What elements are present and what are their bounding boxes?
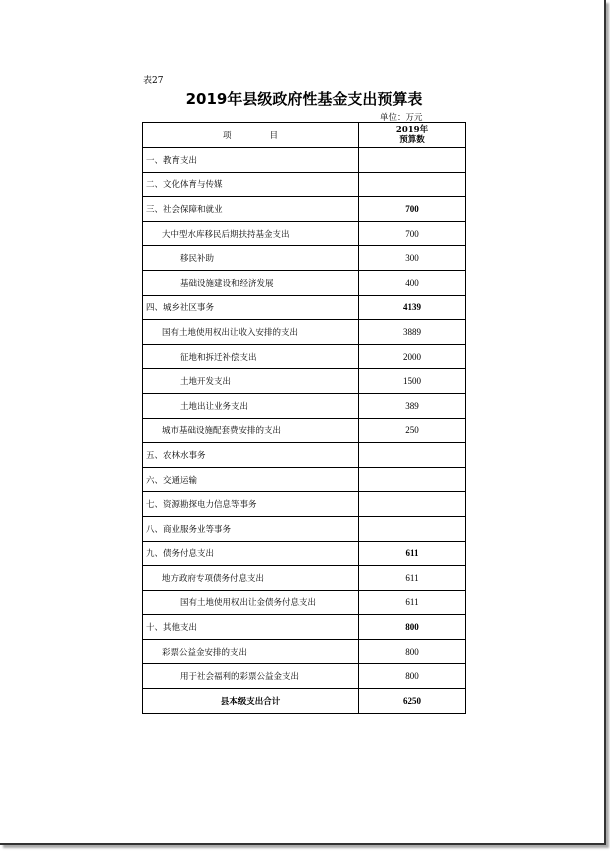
total-row (143, 689, 466, 714)
row-value: 700 (359, 197, 466, 222)
row-label: 征地和拆迁补偿支出 (143, 344, 359, 369)
row-label: 彩票公益金安排的支出 (143, 639, 359, 664)
table-row (143, 270, 466, 295)
row-label: 土地开发支出 (143, 369, 359, 394)
row-label: 国有土地使用权出让金债务付息支出 (143, 590, 359, 615)
table-row (143, 418, 466, 443)
table-row (143, 197, 466, 222)
table-body (143, 148, 466, 689)
table-number: 表27 (143, 76, 164, 86)
row-label: 十、其他支出 (143, 615, 359, 640)
row-label: 六、交通运输 (143, 467, 359, 492)
header-budget-year: 2019年 (395, 125, 429, 135)
row-value: 3889 (359, 320, 466, 345)
row-label: 用于社会福利的彩票公益金支出 (143, 664, 359, 689)
table-row (143, 590, 466, 615)
header-budget (359, 123, 466, 148)
total-value: 6250 (359, 689, 466, 714)
row-value: 800 (359, 639, 466, 664)
header-item (143, 123, 359, 148)
row-value: 611 (359, 566, 466, 591)
row-label: 二、文化体育与传媒 (143, 172, 359, 197)
page-title: 2019年县级政府性基金支出预算表 (185, 90, 423, 108)
table-row (143, 344, 466, 369)
table-row (143, 443, 466, 468)
row-value (359, 516, 466, 541)
row-value (359, 443, 466, 468)
row-value: 1500 (359, 369, 466, 394)
table-row (143, 566, 466, 591)
table-row (143, 467, 466, 492)
header-item-b: 目 (269, 131, 279, 141)
row-value: 800 (359, 664, 466, 689)
row-value: 400 (359, 270, 466, 295)
row-label: 地方政府专项债务付息支出 (143, 566, 359, 591)
row-label: 九、债务付息支出 (143, 541, 359, 566)
row-value: 611 (359, 590, 466, 615)
row-label: 国有土地使用权出让收入安排的支出 (143, 320, 359, 345)
row-value: 389 (359, 393, 466, 418)
row-value: 2000 (359, 344, 466, 369)
unit-label: 单位：万元 (380, 113, 423, 123)
row-label: 基础设施建设和经济发展 (143, 270, 359, 295)
row-label: 五、农林水事务 (143, 443, 359, 468)
budget-table (142, 122, 466, 714)
row-value (359, 172, 466, 197)
table-row (143, 221, 466, 246)
row-value: 250 (359, 418, 466, 443)
table-row (143, 639, 466, 664)
table-row (143, 664, 466, 689)
table-row (143, 516, 466, 541)
row-value: 800 (359, 615, 466, 640)
total-label: 县本级支出合计 (143, 689, 359, 714)
row-value (359, 148, 466, 173)
row-value (359, 467, 466, 492)
table-row (143, 369, 466, 394)
header-budget-label: 预算数 (399, 135, 425, 145)
row-label: 四、城乡社区事务 (143, 295, 359, 320)
row-value: 611 (359, 541, 466, 566)
table-row (143, 172, 466, 197)
header-item-a: 项 (222, 131, 232, 141)
table-row (143, 148, 466, 173)
table-row (143, 295, 466, 320)
row-value: 700 (359, 221, 466, 246)
table-row (143, 393, 466, 418)
table-row (143, 541, 466, 566)
row-value (359, 492, 466, 517)
table-header-row (143, 123, 466, 148)
row-label: 大中型水库移民后期扶持基金支出 (143, 221, 359, 246)
row-label: 八、商业服务业等事务 (143, 516, 359, 541)
row-label: 城市基础设施配套费安排的支出 (143, 418, 359, 443)
row-label: 移民补助 (143, 246, 359, 271)
table-row (143, 492, 466, 517)
table-row (143, 320, 466, 345)
row-label: 一、教育支出 (143, 148, 359, 173)
table-row (143, 246, 466, 271)
table-row (143, 615, 466, 640)
row-label: 三、社会保障和就业 (143, 197, 359, 222)
row-value: 300 (359, 246, 466, 271)
row-label: 七、资源勘探电力信息等事务 (143, 492, 359, 517)
row-value: 4139 (359, 295, 466, 320)
row-label: 土地出让业务支出 (143, 393, 359, 418)
